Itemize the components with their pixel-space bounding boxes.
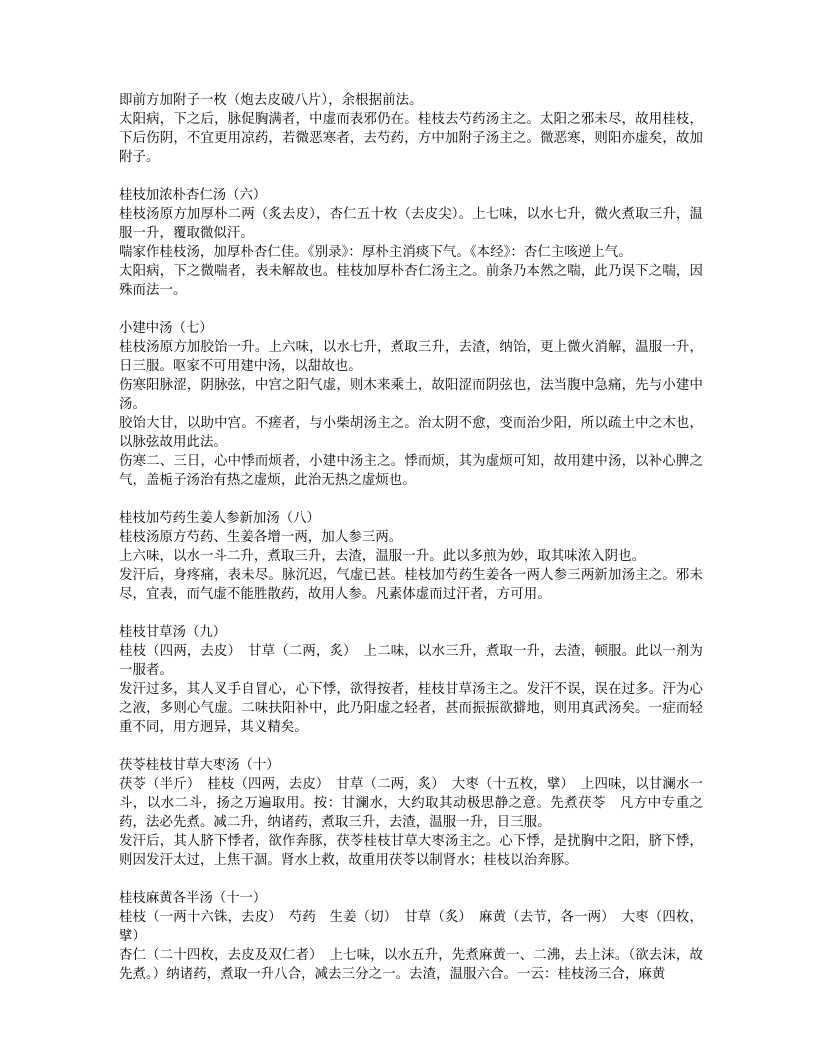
paragraph: 太阳病，下之后，脉促胸满者，中虚而表邪仍在。桂枝去芍药汤主之。太阳之邪未尽，故用桂枝，下后伤阴，不宜更用凉药，若微恶寒者，去芍药，方中加附子汤主之。微恶寒，则阳亦虚矣，故加附子。 xyxy=(119,112,703,165)
paragraph: 喘家作桂枝汤，加厚朴杏仁佳。《别录》：厚朴主消痰下气。《本经》：杏仁主咳逆上气。 xyxy=(119,245,632,260)
section-title: 小建中汤（七） xyxy=(119,321,213,336)
spacer xyxy=(119,870,703,889)
paragraph: 桂枝汤原方芍药、生姜各增一两，加人参三两。 xyxy=(119,530,403,545)
paragraph: 上六味，以水一斗二升，煮取三升，去渣，温服一升。此以多煎为妙，取其味浓入阴也。 xyxy=(119,549,646,564)
section-title: 茯苓桂枝甘草大枣汤（十） xyxy=(119,758,280,773)
paragraph: 桂枝（一两十六铢，去皮） 芍药 生姜（切） 甘草（炙） 麻黄（去节，各一两） 大枣（四枚，擘） xyxy=(119,910,703,944)
section-title: 桂枝加芍药生姜人参新加汤（八） xyxy=(119,511,320,526)
section-title: 桂枝甘草汤（九） xyxy=(119,625,227,640)
spacer xyxy=(119,167,703,186)
document-body xyxy=(119,91,703,984)
spacer xyxy=(119,604,703,623)
paragraph: 胶饴大甘，以助中宫。不瘥者，与小柴胡汤主之。治太阴不愈，变而治少阳，所以疏土中之木也，以脉弦故用此法。 xyxy=(119,416,703,450)
paragraph: 桂枝（四两，去皮） 甘草（二两，炙） 上二味，以水三升，煮取一升，去渣，顿服。此以一剂为一服者。 xyxy=(119,644,703,678)
paragraph: 发汗后，身疼痛，表未尽。脉沉迟，气虚已甚。桂枝加芍药生姜各一两人参三两新加汤主之。邪未尽，宜表，而气虚不能胜散药，故用人参。凡素体虚而过汗者，方可用。 xyxy=(119,568,703,602)
paragraph: 即前方加附子一枚（炮去皮破八片），余根据前法。 xyxy=(119,93,423,108)
paragraph: 发汗过多，其人叉手自冒心，心下悸，欲得按者，桂枝甘草汤主之。发汗不误，误在过多。汗为心之液，多则心气虚。二味扶阳补中，此乃阳虚之轻者，甚而振振欲擗地，则用真武汤矣。一症而轻重不同，用方迥异，其义精矣。 xyxy=(119,682,703,735)
paragraph: 太阳病，下之微喘者，表未解故也。桂枝加厚朴杏仁汤主之。前条乃本然之喘，此乃误下之喘，因殊而法一。 xyxy=(119,264,703,298)
paragraph: 发汗后，其人脐下悸者，欲作奔豚，茯苓桂枝甘草大枣汤主之。心下悸，是扰胸中之阳，脐下悸，则因发汗太过，上焦干涸。肾水上救，故重用茯苓以制肾水；桂枝以治奔豚。 xyxy=(119,834,703,868)
spacer xyxy=(119,737,703,756)
paragraph: 伤寒阳脉涩，阴脉弦，中宫之阳气虚，则木来乘土，故阳涩而阴弦也，法当腹中急痛，先与小建中汤。 xyxy=(119,378,703,412)
spacer xyxy=(119,300,703,319)
section-title: 桂枝加浓朴杏仁汤（六） xyxy=(119,188,267,203)
paragraph: 桂枝汤原方加厚朴二两（炙去皮），杏仁五十枚（去皮尖）。上七味，以水七升，微火煮取三升，温服一升，覆取微似汗。 xyxy=(119,207,703,241)
paragraph: 茯苓（半斤） 桂枝（四两，去皮） 甘草（二两，炙） 大枣（十五枚，擘） 上四味，以甘澜水一斗，以水二斗，扬之万遍取用。按：甘澜水，大约取其动极思静之意。先煮茯苓 凡方中专重之药，法必先煮。减二升，纳诸药，煮取三升，去渣，温服一升，日三服。 xyxy=(119,777,703,830)
paragraph: 伤寒二、三日，心中悸而烦者，小建中汤主之。悸而烦，其为虚烦可知，故用建中汤，以补心脾之气，盖栀子汤治有热之虚烦，此治无热之虚烦也。 xyxy=(119,454,703,488)
spacer xyxy=(119,490,703,509)
section-title: 桂枝麻黄各半汤（十一） xyxy=(119,891,267,906)
paragraph: 杏仁（二十四枚，去皮及双仁者） 上七味，以水五升，先煮麻黄一、二沸，去上沫。（欲去沫，故先煮。）纳诸药，煮取一升八合，减去三分之一。去渣，温服六合。一云：桂枝汤三合，麻黄 xyxy=(119,948,703,982)
paragraph: 桂枝汤原方加胶饴一升。上六味，以水七升，煮取三升，去渣，纳饴，更上微火消解，温服一升，日三服。呕家不可用建中汤，以甜故也。 xyxy=(119,340,703,374)
